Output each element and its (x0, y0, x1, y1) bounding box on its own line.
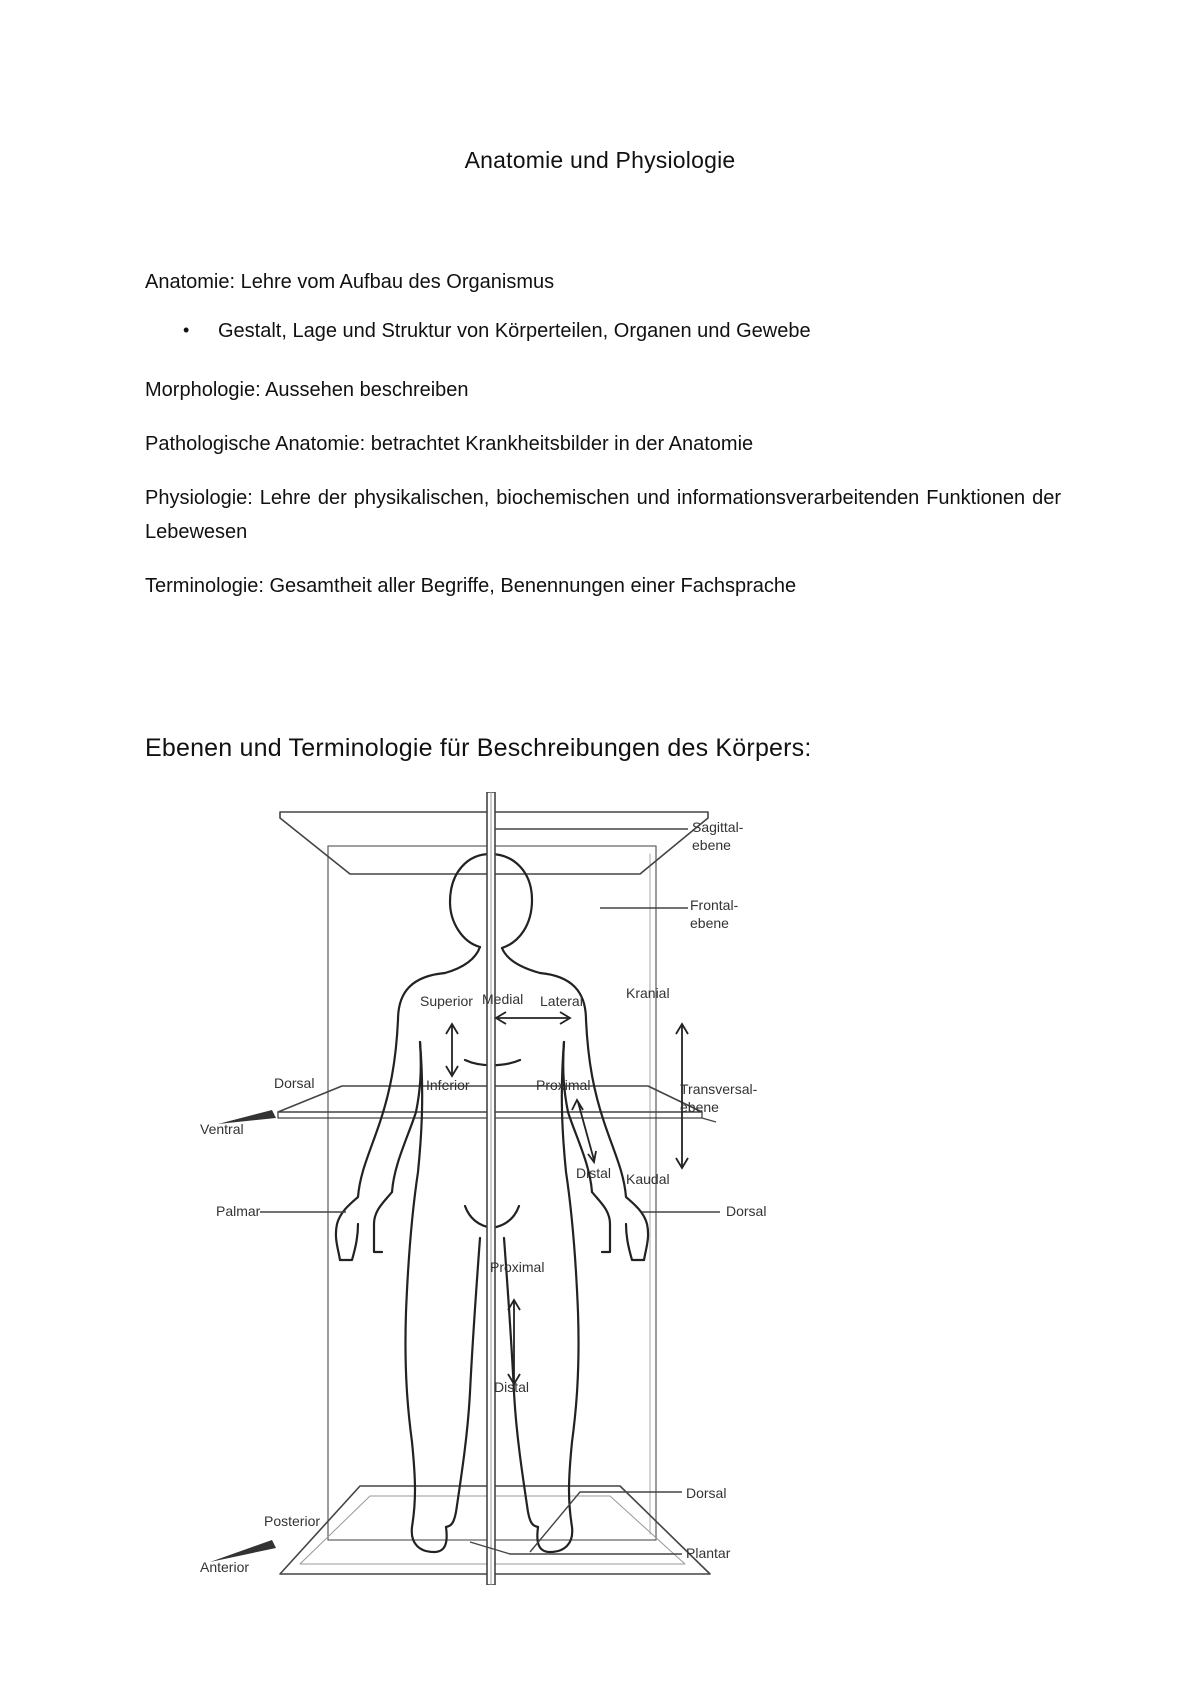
label-ventral: Ventral (200, 1121, 244, 1137)
label-distal-arm: Distal (576, 1165, 612, 1181)
label-inferior: Inferior (426, 1077, 470, 1093)
body-planes-figure (180, 792, 840, 1585)
definition-pathologische-anatomie: Pathologische Anatomie: betrachtet Krankheitsbilder in der Anatomie (145, 433, 754, 455)
left-leg-outer (405, 1312, 446, 1552)
label-transversal-1: Transversal- (680, 1081, 758, 1097)
neck-right (502, 948, 540, 973)
page-title: Anatomie und Physiologie (464, 147, 736, 173)
label-dorsal-hand: Dorsal (726, 1203, 767, 1219)
label-dorsal-left: Dorsal (274, 1075, 315, 1091)
left-leg-inner (446, 1238, 480, 1527)
arrow-proximal-distal-arm (578, 1102, 594, 1160)
sagittal-plane (487, 792, 495, 1585)
body-planes-diagram (180, 792, 840, 1585)
label-superior: Superior (420, 993, 473, 1009)
label-kranial: Kranial (626, 985, 670, 1001)
definition-terminologie: Terminologie: Gesamtheit aller Begriffe, Benennungen einer Fachsprache (145, 575, 797, 597)
label-sagittal-1: Sagittal- (692, 819, 744, 835)
arrows (446, 1012, 688, 1384)
direction-pointers (210, 1110, 276, 1562)
label-proximal-arm: Proximal (536, 1077, 591, 1093)
section-heading: Ebenen und Terminologie für Beschreibungen des Körpers: (145, 734, 812, 762)
left-arm-inner (392, 1042, 421, 1192)
label-posterior: Posterior (264, 1513, 321, 1529)
right-hand (592, 1192, 644, 1260)
right-arm-outer (540, 973, 648, 1260)
right-leg-outer (537, 1312, 578, 1552)
left-arm-outer (336, 973, 445, 1260)
left-hand (340, 1192, 392, 1260)
bullet-marker: • (183, 320, 190, 340)
label-plantar: Plantar (686, 1545, 731, 1561)
bullet-item-gestalt: Gestalt, Lage und Struktur von Körperteilen, Organen und Gewebe (218, 320, 811, 342)
definition-anatomie: Anatomie: Lehre vom Aufbau des Organismus (145, 271, 555, 293)
label-distal-leg: Distal (494, 1379, 530, 1395)
label-dorsal-foot: Dorsal (686, 1485, 727, 1501)
label-anterior: Anterior (200, 1559, 250, 1575)
figure-labels (200, 819, 766, 1575)
label-frontal-2: ebene (690, 915, 729, 931)
neck-left (445, 947, 480, 973)
label-palmar: Palmar (216, 1203, 261, 1219)
label-sagittal-2: ebene (692, 837, 731, 853)
label-proximal-leg: Proximal (490, 1259, 545, 1275)
label-lateral: Lateral (540, 993, 583, 1009)
label-kaudal: Kaudal (626, 1171, 670, 1187)
label-transversal-2: ebene (680, 1099, 719, 1115)
label-frontal-1: Frontal- (690, 897, 739, 913)
definition-physiologie: Physiologie: Lehre der physikalischen, biochemischen und informationsverarbeitenden Funktionen der Lebewesen (145, 487, 1061, 543)
definition-morphologie: Morphologie: Aussehen beschreiben (145, 379, 469, 401)
label-medial: Medial (482, 991, 524, 1007)
